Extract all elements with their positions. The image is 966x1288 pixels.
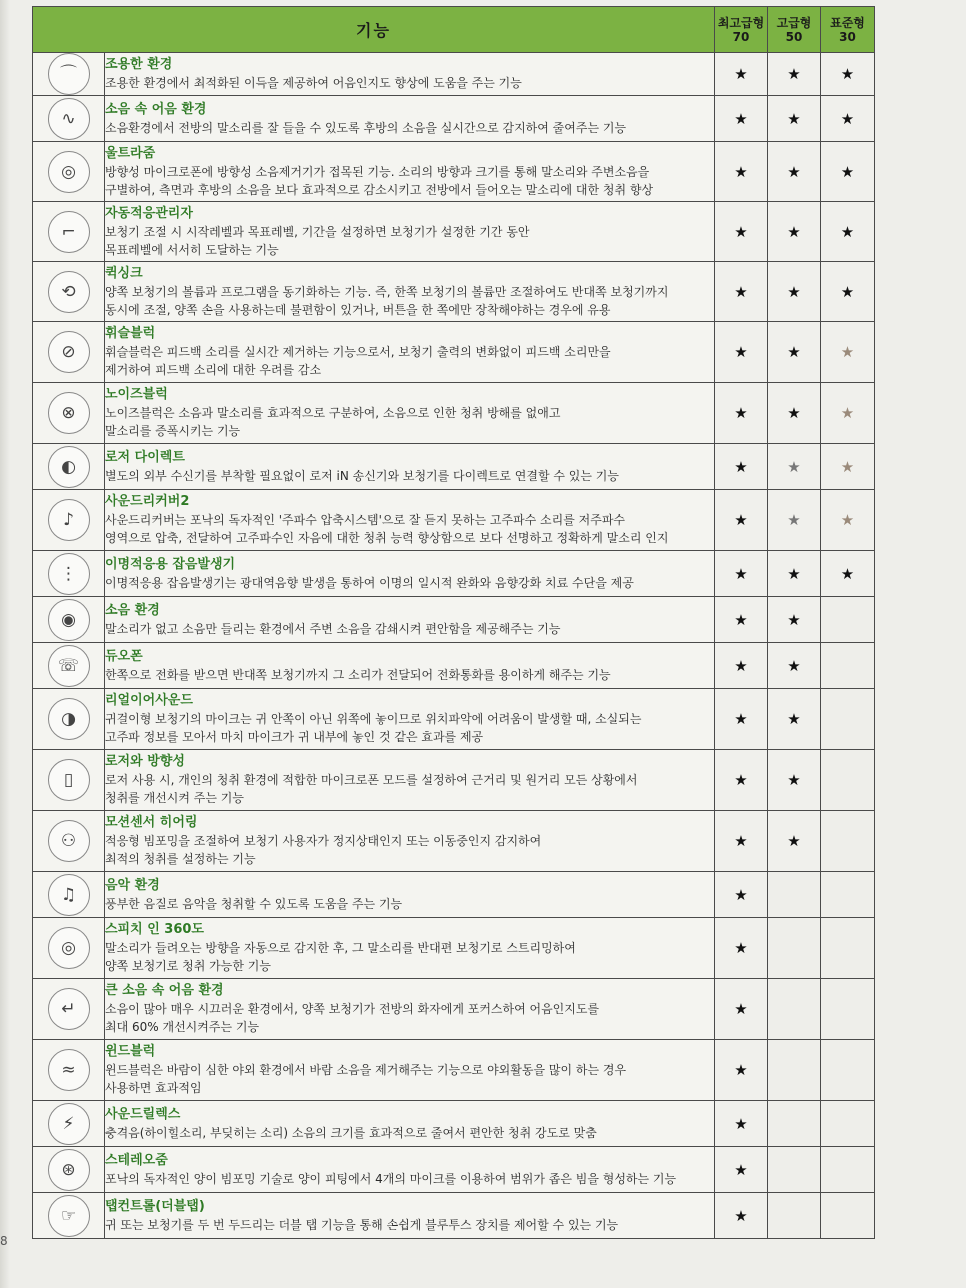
feature-icon-cell xyxy=(33,872,105,918)
feature-description-cell xyxy=(105,262,715,322)
feature-description-cell xyxy=(105,1193,715,1239)
star-cell-standard xyxy=(821,1147,875,1193)
star-cell-advanced: ★ xyxy=(768,53,821,96)
grade-name: 표준형 xyxy=(830,15,865,30)
feature-name: 스테레오줌 xyxy=(105,1152,168,1168)
feature-description-cell xyxy=(105,643,715,689)
feature-description-cell xyxy=(105,872,715,918)
loud-noise-ear-icon: ↵ xyxy=(48,988,90,1030)
feature-description-line: 방향성 마이크로폰에 방향성 소음제거기가 접목된 기능. 소리의 방향과 크기를 통해 말소리와 주변소음을 xyxy=(105,164,650,179)
feature-row xyxy=(33,1101,875,1147)
star-cell-premium: ★ xyxy=(715,750,768,811)
directional-mic-icon: ◎ xyxy=(48,151,90,193)
feature-name: 큰 소음 속 어음 환경 xyxy=(105,983,224,998)
tinnitus-icon: ⋮ xyxy=(48,553,90,595)
feature-description-line: 별도의 외부 수신기를 부착할 필요없이 로저 iN 송신기와 보청기를 다이렉트로 연결할 수 있는 기능 xyxy=(105,468,619,483)
star-cell-premium: ★ xyxy=(715,597,768,643)
star-cell-premium: ★ xyxy=(715,444,768,490)
star-cell-standard: ★ xyxy=(821,490,875,551)
auto-level-icon: ⌐ xyxy=(48,211,90,253)
sync-icon: ⟲ xyxy=(48,271,90,313)
speech-360-icon: ◎ xyxy=(48,927,90,969)
feature-icon-cell xyxy=(33,383,105,444)
star-cell-standard: ★ xyxy=(821,202,875,262)
star-cell-standard xyxy=(821,979,875,1040)
noise-wave-icon: ∿ xyxy=(48,98,90,140)
feature-name: 음악 환경 xyxy=(105,877,160,893)
feature-icon-cell xyxy=(33,490,105,551)
feature-description-line: 로저 사용 시, 개인의 청취 환경에 적합한 마이크로폰 모드를 설정하여 근거리 및 원거리 모든 상황에서 xyxy=(105,773,638,787)
feature-name: 스피치 인 360도 xyxy=(105,922,204,937)
star-cell-advanced: ★ xyxy=(768,142,821,202)
feature-name: 조용한 환경 xyxy=(105,57,173,72)
feature-description-cell xyxy=(105,1147,715,1193)
feature-row xyxy=(33,383,875,444)
star-cell-standard xyxy=(821,750,875,811)
feature-row xyxy=(33,1040,875,1101)
feature-icon-cell xyxy=(33,1193,105,1239)
star-cell-premium: ★ xyxy=(715,918,768,979)
star-cell-advanced xyxy=(768,1147,821,1193)
feature-description-line: 한쪽으로 전화를 받으면 반대쪽 보청기까지 그 소리가 전달되어 전화통화를 용이하게 해주는 기능 xyxy=(105,667,611,682)
star-cell-standard: ★ xyxy=(821,551,875,597)
star-cell-premium: ★ xyxy=(715,1193,768,1239)
sound-recover-icon: ♪ xyxy=(48,499,90,541)
star-cell-standard xyxy=(821,918,875,979)
feature-name: 자동적응관리자 xyxy=(105,205,193,221)
feature-row xyxy=(33,142,875,202)
star-cell-premium: ★ xyxy=(715,643,768,689)
star-cell-premium: ★ xyxy=(715,142,768,202)
feature-description-line: 말소리가 없고 소음만 들리는 환경에서 주변 소음을 감쇄시켜 편안함을 제공해주는 기능 xyxy=(105,621,561,636)
feature-icon-cell xyxy=(33,689,105,750)
feature-icon-cell xyxy=(33,811,105,872)
ear-icon: ◑ xyxy=(48,698,90,740)
star-cell-standard: ★ xyxy=(821,53,875,96)
feature-description-line: 적응형 빔포밍을 조절하여 보청기 사용자가 정지상태인지 또는 이동중인지 감지하여 xyxy=(105,834,542,848)
grade-channels: 70 xyxy=(732,29,750,44)
feature-description-line: 고주파 정보를 모아서 마치 마이크가 귀 내부에 놓인 것 같은 효과를 제공 xyxy=(105,730,484,744)
feature-description-cell xyxy=(105,750,715,811)
feature-icon-cell xyxy=(33,918,105,979)
star-cell-standard xyxy=(821,1040,875,1101)
star-cell-premium: ★ xyxy=(715,322,768,383)
feature-row xyxy=(33,643,875,689)
feature-icon-cell xyxy=(33,262,105,322)
star-cell-advanced: ★ xyxy=(768,689,821,750)
feature-icon-cell xyxy=(33,1147,105,1193)
feature-name: 듀오폰 xyxy=(105,648,143,664)
feature-description-cell xyxy=(105,202,715,262)
feature-description-line: 양쪽 보청기의 볼륨과 프로그램을 동기화하는 기능. 즉, 한쪽 보청기의 볼륨만 조절하여도 반대쪽 보청기까지 xyxy=(105,284,669,299)
star-cell-premium: ★ xyxy=(715,551,768,597)
feature-description-line: 사운드리커버는 포낙의 독자적인 '주파수 압축시스템'으로 잘 듣지 못하는 고주파수 소리를 저주파수 xyxy=(105,513,626,527)
feedback-cancel-icon: ⊘ xyxy=(48,331,90,373)
feature-row xyxy=(33,322,875,383)
feature-icon-cell xyxy=(33,444,105,490)
feature-description-line: 구별하여, 측면과 후방의 소음을 보다 효과적으로 감소시키고 전방에서 들어오는 말소리에 대한 청취 향상 xyxy=(105,182,654,197)
star-cell-advanced xyxy=(768,979,821,1040)
impulse-noise-icon: ⚡ xyxy=(48,1103,90,1145)
feature-description-line: 소음환경에서 전방의 말소리를 잘 들을 수 있도록 후방의 소음을 실시간으로 감지하여 줄여주는 기능 xyxy=(105,120,627,135)
star-cell-advanced xyxy=(768,1193,821,1239)
star-cell-standard: ★ xyxy=(821,444,875,490)
feature-description-cell xyxy=(105,1101,715,1147)
feature-name: 모션센서 히어링 xyxy=(105,815,198,830)
feature-description-line: 풍부한 음질로 음악을 청취할 수 있도록 도움을 주는 기능 xyxy=(105,896,403,911)
roger-direct-icon: ◐ xyxy=(48,446,90,488)
page-edge xyxy=(0,0,10,1288)
music-icon: ♫ xyxy=(48,874,90,916)
star-cell-standard: ★ xyxy=(821,142,875,202)
feature-description-line: 귀 또는 보청기를 두 번 두드리는 더블 탭 기능을 통해 손쉽게 블루투스 장치를 제어할 수 있는 기능 xyxy=(105,1217,619,1232)
star-cell-advanced: ★ xyxy=(768,96,821,142)
star-cell-standard: ★ xyxy=(821,262,875,322)
star-cell-advanced: ★ xyxy=(768,750,821,811)
star-cell-premium: ★ xyxy=(715,811,768,872)
star-cell-standard xyxy=(821,811,875,872)
grade-header-standard xyxy=(821,7,875,53)
feature-icon-cell xyxy=(33,53,105,96)
star-cell-standard xyxy=(821,689,875,750)
stereo-zoom-icon: ⊛ xyxy=(48,1149,90,1191)
feature-description-line: 제거하여 피드백 소리에 대한 우려를 감소 xyxy=(105,363,322,377)
grade-channels: 50 xyxy=(785,29,803,44)
star-cell-advanced: ★ xyxy=(768,202,821,262)
feature-comparison-table xyxy=(32,6,875,1239)
star-cell-standard xyxy=(821,643,875,689)
feature-icon-cell xyxy=(33,322,105,383)
feature-description-line: 말소리가 들려오는 방향을 자동으로 감지한 후, 그 말소리를 반대편 보청기로 스트리밍하여 xyxy=(105,941,576,955)
star-cell-premium: ★ xyxy=(715,202,768,262)
wind-block-icon: ≈ xyxy=(48,1049,90,1091)
grade-header-premium xyxy=(715,7,768,53)
feature-description-cell xyxy=(105,53,715,96)
feature-row xyxy=(33,551,875,597)
feature-row xyxy=(33,597,875,643)
feature-name: 휘슬블럭 xyxy=(105,326,156,341)
feature-description-line: 최적의 청취를 설정하는 기능 xyxy=(105,852,256,866)
feature-name: 소음 속 어음 환경 xyxy=(105,101,207,117)
feature-row xyxy=(33,750,875,811)
feature-row xyxy=(33,811,875,872)
feature-description-line: 양쪽 보청기로 청취 가능한 기능 xyxy=(105,959,271,973)
star-cell-advanced xyxy=(768,1040,821,1101)
star-cell-standard: ★ xyxy=(821,322,875,383)
feature-description-line: 청취를 개선시켜 주는 기능 xyxy=(105,791,244,805)
feature-description-line: 포낙의 독자적인 양이 빔포밍 기술로 양이 피팅에서 4개의 마이크를 이용하여 범위가 좁은 빔을 형성하는 기능 xyxy=(105,1171,677,1186)
feature-name: 탭컨트롤(더블탭) xyxy=(105,1198,205,1214)
feature-name: 윈드블럭 xyxy=(105,1044,156,1059)
phone-icon: ☏ xyxy=(48,645,90,687)
star-cell-premium: ★ xyxy=(715,53,768,96)
feature-row xyxy=(33,262,875,322)
star-cell-standard xyxy=(821,872,875,918)
star-cell-premium: ★ xyxy=(715,96,768,142)
feature-name: 로저 다이렉트 xyxy=(105,449,185,465)
star-cell-advanced xyxy=(768,1101,821,1147)
star-cell-standard: ★ xyxy=(821,383,875,444)
star-cell-premium: ★ xyxy=(715,1101,768,1147)
feature-description-line: 휘슬블럭은 피드백 소리를 실시간 제거하는 기능으로서, 보청기 출력의 변화없이 피드백 소리만을 xyxy=(105,345,611,359)
star-cell-premium: ★ xyxy=(715,1147,768,1193)
star-cell-premium: ★ xyxy=(715,490,768,551)
feature-icon-cell xyxy=(33,1040,105,1101)
star-cell-advanced: ★ xyxy=(768,262,821,322)
feature-icon-cell xyxy=(33,979,105,1040)
feature-icon-cell xyxy=(33,1101,105,1147)
feature-description-line: 윈드블럭은 바람이 심한 야외 환경에서 바람 소음을 제거해주는 기능으로 야외활동을 많이 하는 경우 xyxy=(105,1063,627,1077)
star-cell-advanced: ★ xyxy=(768,551,821,597)
feature-name: 로저와 방향성 xyxy=(105,754,185,769)
feature-row xyxy=(33,444,875,490)
feature-description-cell xyxy=(105,96,715,142)
feature-row xyxy=(33,872,875,918)
feature-name: 사운드릴렉스 xyxy=(105,1106,181,1122)
star-cell-standard xyxy=(821,1101,875,1147)
star-cell-standard xyxy=(821,1193,875,1239)
feature-row xyxy=(33,979,875,1040)
feature-description-line: 목표레벨에 서서히 도달하는 기능 xyxy=(105,242,279,257)
feature-description-cell xyxy=(105,811,715,872)
feature-description-line: 보청기 조절 시 시작레벨과 목표레벨, 기간을 설정하면 보청기가 설정한 기간 동안 xyxy=(105,224,530,239)
feature-description-line: 소음이 많아 매우 시끄러운 환경에서, 양쪽 보청기가 전방의 화자에게 포커스하여 어음인지도를 xyxy=(105,1002,600,1016)
feature-row xyxy=(33,490,875,551)
star-cell-premium: ★ xyxy=(715,979,768,1040)
feature-description-line: 사용하면 효과적임 xyxy=(105,1081,202,1095)
noise-environment-icon: ◉ xyxy=(48,599,90,641)
feature-icon-cell xyxy=(33,202,105,262)
feature-icon-cell xyxy=(33,750,105,811)
feature-description-cell xyxy=(105,597,715,643)
feature-description-line: 최대 60% 개선시켜주는 기능 xyxy=(105,1020,260,1034)
feature-name: 리얼이어사운드 xyxy=(105,693,193,708)
feature-column-header: 기능 xyxy=(33,7,715,53)
feature-row xyxy=(33,202,875,262)
noise-block-icon: ⊗ xyxy=(48,392,90,434)
feature-icon-cell xyxy=(33,643,105,689)
grade-header-advanced xyxy=(768,7,821,53)
grade-channels: 30 xyxy=(839,29,856,44)
tap-control-icon: ☞ xyxy=(48,1195,90,1237)
star-cell-advanced xyxy=(768,872,821,918)
feature-row xyxy=(33,1193,875,1239)
feature-description-cell xyxy=(105,490,715,551)
feature-description-cell xyxy=(105,142,715,202)
star-cell-advanced: ★ xyxy=(768,444,821,490)
feature-icon-cell xyxy=(33,551,105,597)
motion-sensor-icon: ⚇ xyxy=(48,820,90,862)
feature-name: 소음 환경 xyxy=(105,602,160,618)
feature-row xyxy=(33,1147,875,1193)
star-cell-standard: ★ xyxy=(821,96,875,142)
feature-row xyxy=(33,53,875,96)
star-cell-advanced xyxy=(768,918,821,979)
feature-description-cell xyxy=(105,979,715,1040)
star-cell-standard xyxy=(821,597,875,643)
feature-description-line: 귀걸이형 보청기의 마이크는 귀 안쪽이 아닌 위쪽에 놓이므로 위치파악에 어려움이 발생할 때, 소실되는 xyxy=(105,712,642,726)
feature-row xyxy=(33,918,875,979)
feature-description-cell xyxy=(105,322,715,383)
star-cell-advanced: ★ xyxy=(768,811,821,872)
person-waves-icon: ⌒ xyxy=(48,53,90,95)
grade-name: 고급형 xyxy=(776,15,812,30)
star-cell-premium: ★ xyxy=(715,689,768,750)
feature-icon-cell xyxy=(33,597,105,643)
star-cell-advanced: ★ xyxy=(768,643,821,689)
star-cell-premium: ★ xyxy=(715,872,768,918)
feature-icon-cell xyxy=(33,142,105,202)
feature-icon-cell xyxy=(33,96,105,142)
feature-description-cell xyxy=(105,689,715,750)
feature-name: 퀵싱크 xyxy=(105,265,143,281)
feature-name: 노이즈블럭 xyxy=(105,387,168,402)
feature-description-cell xyxy=(105,383,715,444)
star-cell-premium: ★ xyxy=(715,383,768,444)
roger-mic-icon: ▯ xyxy=(48,759,90,801)
feature-description-cell xyxy=(105,1040,715,1101)
feature-description-line: 영역으로 압축, 전달하여 고주파수인 자음에 대한 청취 능력 향상함으로 보다 선명하고 정확하게 말소리 인지 xyxy=(105,531,669,545)
feature-description-line: 노이즈블럭은 소음과 말소리를 효과적으로 구분하여, 소음으로 인한 청취 방해를 없애고 xyxy=(105,406,561,420)
feature-row xyxy=(33,689,875,750)
feature-row xyxy=(33,96,875,142)
star-cell-premium: ★ xyxy=(715,262,768,322)
feature-description-line: 동시에 조절, 양쪽 손을 사용하는데 불편함이 있거나, 버튼을 한 쪽에만 장착해야하는 경우에 유용 xyxy=(105,302,611,317)
star-cell-advanced: ★ xyxy=(768,490,821,551)
feature-description-line: 이명적응용 잡음발생기는 광대역음향 발생을 통하여 이명의 일시적 완화와 음향강화 치료 수단을 제공 xyxy=(105,575,634,590)
feature-description-line: 충격음(하이힐소리, 부딪히는 소리) 소음의 크기를 효과적으로 줄여서 편안한 청취 강도로 맞춤 xyxy=(105,1125,597,1140)
star-cell-advanced: ★ xyxy=(768,597,821,643)
feature-name: 울트라줌 xyxy=(105,145,156,161)
feature-description-cell xyxy=(105,551,715,597)
feature-description-line: 조용한 환경에서 최적화된 이득을 제공하여 어음인지도 향상에 도움을 주는 기능 xyxy=(105,76,522,90)
page-number: 8 xyxy=(0,1234,8,1248)
feature-name: 사운드리커버2 xyxy=(105,494,190,509)
feature-description-cell xyxy=(105,918,715,979)
grade-name: 최고급형 xyxy=(717,15,765,30)
feature-description-line: 말소리를 증폭시키는 기능 xyxy=(105,424,241,438)
star-cell-advanced: ★ xyxy=(768,322,821,383)
feature-description-cell xyxy=(105,444,715,490)
feature-name: 이명적응용 잡음발생기 xyxy=(105,556,236,572)
star-cell-advanced: ★ xyxy=(768,383,821,444)
star-cell-premium: ★ xyxy=(715,1040,768,1101)
table-header-row xyxy=(33,7,875,53)
